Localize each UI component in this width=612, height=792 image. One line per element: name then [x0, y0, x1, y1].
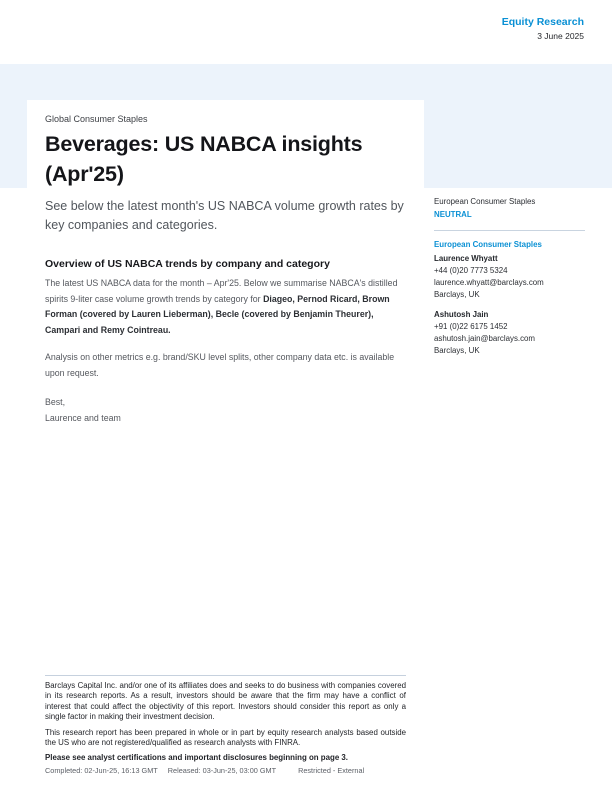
classification-label: Restricted - External [298, 765, 365, 775]
signoff [45, 395, 406, 426]
disclosures-note: Please see analyst certifications and important disclosures beginning on page 3. [45, 753, 348, 763]
sidebar-sector-label: European Consumer Staples [434, 197, 536, 206]
sidebar-divider [434, 230, 585, 231]
report-title: Beverages: US NABCA insights (Apr'25) [45, 132, 363, 186]
sidebar [434, 196, 585, 357]
conflict-disclaimer: Barclays Capital Inc. and/or one of its affiliates does and seeks to do business with companies covered in its research reports. As a result, investors should be aware that the firm may have a conflict of interest that could affect the objectivity of this report. Investors should consider this report as only a single factor in making their investment decision. [45, 681, 406, 722]
footer-divider [45, 675, 406, 676]
overview-paragraph-text: The latest US NABCA data for the month – Apr'25. Below we summarise NABCA's distilled spirits 9-liter case volume growth trends by category for [45, 278, 398, 304]
disclaimer-footer [45, 675, 406, 776]
analyst-phone: +91 (0)22 6175 1452 [434, 322, 508, 331]
sector-eyebrow: Global Consumer Staples [45, 114, 148, 124]
sector-rating-badge: NEUTRAL [434, 210, 472, 219]
released-timestamp: Released: 03-Jun-25, 03:00 GMT [167, 765, 277, 775]
section-heading: Overview of US NABCA trends by company and category [45, 258, 330, 270]
signoff-team: Laurence and team [45, 412, 121, 423]
finra-disclaimer: This research report has been prepared in whole or in part by equity research analysts based outside the US who are not registered/qualified as research analysts with FINRA. [45, 727, 406, 748]
report-subtitle: See below the latest month's US NABCA volume growth rates by key companies and categories. [45, 199, 404, 232]
analyst-name: Ashutosh Jain [434, 310, 489, 319]
covered-companies-text: Diageo, Pernod Ricard, Brown Forman (covered by Lauren Lieberman), Becle (covered by Benjamin Theurer), Campari and Remy Cointreau. [45, 293, 390, 335]
analyst-location: Barclays, UK [434, 346, 480, 355]
analyst-phone: +44 (0)20 7773 5324 [434, 266, 508, 275]
analyst-email: laurence.whyatt@barclays.com [434, 278, 544, 287]
analyst-team-heading: European Consumer Staples [434, 240, 542, 249]
analyst-location: Barclays, UK [434, 290, 480, 299]
masthead [502, 16, 584, 41]
overview-paragraph [45, 276, 406, 338]
analyst-name: Laurence Whyatt [434, 254, 498, 263]
equity-research-label: Equity Research [501, 16, 584, 28]
report-date: 3 June 2025 [537, 31, 584, 41]
analyst-email: ashutosh.jain@barclays.com [434, 334, 535, 343]
signoff-best: Best, [45, 397, 66, 407]
analysis-note-paragraph: Analysis on other metrics e.g. brand/SKU level splits, other company data etc. is available upon request. [45, 352, 395, 378]
analyst-card [434, 309, 585, 357]
analyst-card [434, 253, 585, 301]
footer-meta [45, 766, 406, 776]
completed-timestamp: Completed: 02-Jun-25, 16:13 GMT [45, 765, 158, 775]
